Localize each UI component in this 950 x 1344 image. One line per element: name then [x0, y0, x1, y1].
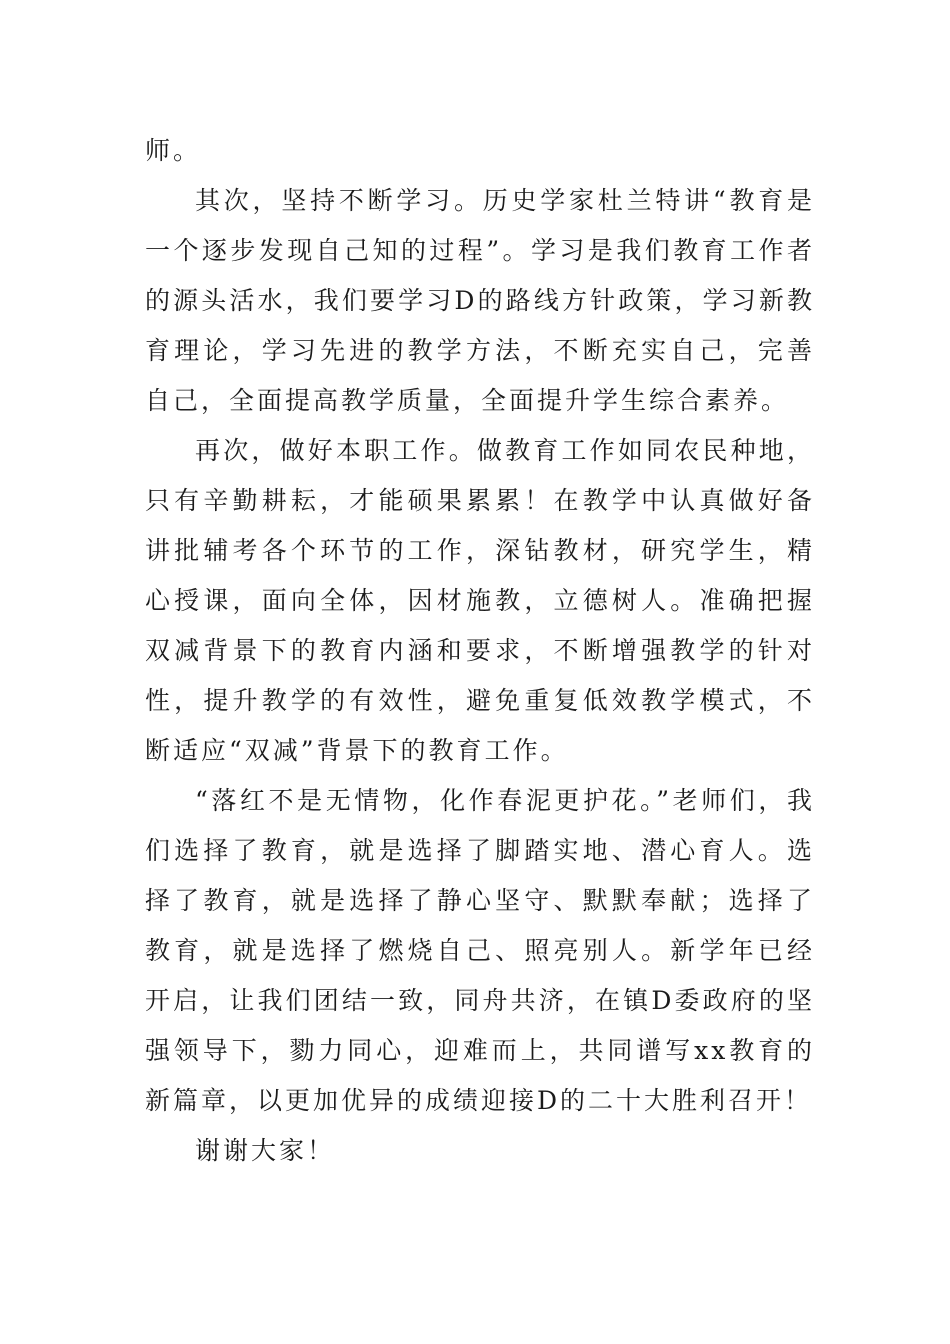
- paragraph-do-job-well: 再次，做好本职工作。做教育工作如同农民种地，只有辛勤耕耘，才能硕果累累！在教学中认真做好备讲批辅考各个环节的工作，深钻教材，研究学生，精心授课，面向全体，因材施教，立德树人。准确把握双减背景下的教育内涵和要求，不断增强教学的针对性，提升教学的有效性，避免重复低效教学模式，不断适应“双减”背景下的教育工作。: [145, 436, 815, 765]
- paragraph-thanks: 谢谢大家！: [195, 1136, 336, 1165]
- paragraph-continuous-learning: 其次，坚持不断学习。历史学家杜兰特讲“教育是一个逐步发现自己知的过程”。学习是我们教育工作者的源头活水，我们要学习D的路线方针政策，学习新教育理论，学习先进的教学方法，不断充实自己，完善自己，全面提高教学质量，全面提升学生综合素养。: [145, 186, 815, 415]
- paragraph-closing-appeal: “落红不是无情物，化作春泥更护花。”老师们，我们选择了教育，就是选择了脚踏实地、潜心育人。选择了教育，就是选择了静心坚守、默默奉献；选择了教育，就是选择了燃烧自己、照亮别人。新学年已经开启，让我们团结一致，同舟共济，在镇D委政府的坚强领导下，勠力同心，迎难而上，共同谱写xx教育的新篇章，以更加优异的成绩迎接D的二十大胜利召开！: [145, 786, 815, 1115]
- document-body: [145, 126, 815, 1176]
- paragraph-continuation: 师。: [145, 136, 202, 165]
